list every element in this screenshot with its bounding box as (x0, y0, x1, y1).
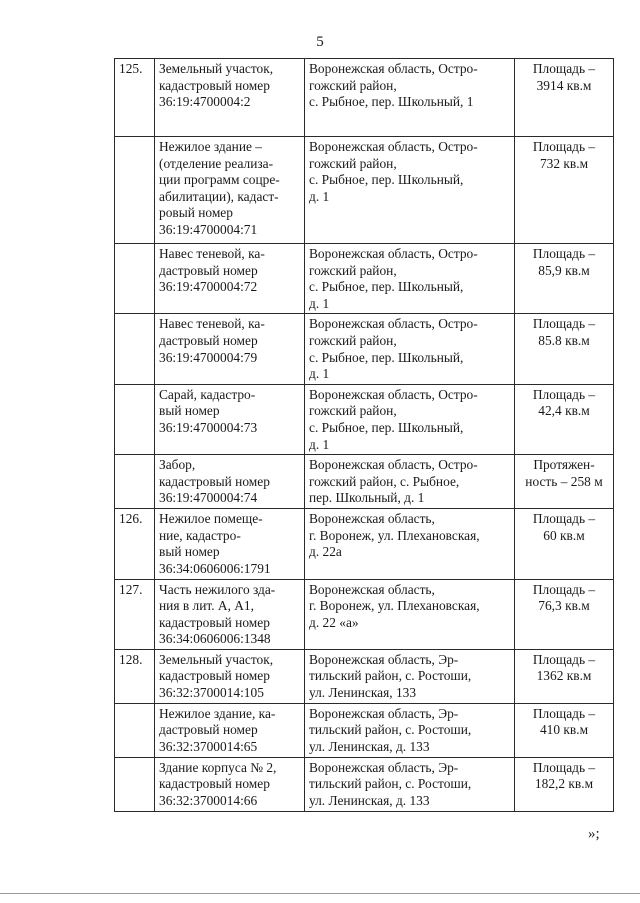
object-area: Площадь – 60 кв.м (515, 509, 614, 579)
table-row (115, 137, 614, 244)
table-row (115, 649, 614, 703)
object-area: Площадь – 410 кв.м (515, 703, 614, 757)
object-address: Воронежская область, Эр- тильский район, с. Ростоши, ул. Ленинская, д. 133 (305, 757, 515, 811)
property-table (114, 58, 614, 812)
object-area: Площадь – 42,4 кв.м (515, 384, 614, 454)
table-row (115, 579, 614, 649)
row-number (115, 757, 155, 811)
table-row (115, 244, 614, 314)
object-address: Воронежская область, Остро- гожский район, с. Рыбное, пер. Школьный, д. 1 (305, 314, 515, 384)
table-row (115, 314, 614, 384)
row-number (115, 244, 155, 314)
table-row (115, 509, 614, 579)
row-number (115, 455, 155, 509)
object-address: Воронежская область, Остро- гожский район, с. Рыбное, пер. Школьный, д. 1 (305, 384, 515, 454)
row-number: 128. (115, 649, 155, 703)
object-address: Воронежская область, г. Воронеж, ул. Плехановская, д. 22 «а» (305, 579, 515, 649)
object-area: Площадь – 85.8 кв.м (515, 314, 614, 384)
object-description: Сарай, кадастро- вый номер 36:19:4700004:73 (155, 384, 305, 454)
row-number (115, 384, 155, 454)
closing-quote-mark: »; (588, 826, 600, 842)
object-description: Здание корпуса № 2, кадастровый номер 36:32:3700014:66 (155, 757, 305, 811)
object-description: Забор, кадастровый номер 36:19:4700004:74 (155, 455, 305, 509)
object-description: Нежилое здание – (отделение реализа- ции программ соцре- абилитации), кадаст- ровый номер 36:19:4700004:71 (155, 137, 305, 244)
row-number: 125. (115, 59, 155, 137)
table-row (115, 757, 614, 811)
object-description: Земельный участок, кадастровый номер 36:32:3700014:105 (155, 649, 305, 703)
object-address: Воронежская область, г. Воронеж, ул. Плехановская, д. 22а (305, 509, 515, 579)
table-row (115, 455, 614, 509)
object-description: Навес теневой, ка- дастровый номер 36:19:4700004:72 (155, 244, 305, 314)
object-description: Часть нежилого зда- ния в лит. А, А1, кадастровый номер 36:34:0606006:1348 (155, 579, 305, 649)
row-number: 126. (115, 509, 155, 579)
object-address: Воронежская область, Остро- гожский район, с. Рыбное, пер. Школьный, д. 1 (305, 137, 515, 244)
table-row (115, 59, 614, 137)
table-row (115, 384, 614, 454)
object-area: Площадь – 3914 кв.м (515, 59, 614, 137)
object-address: Воронежская область, Остро- гожский район, с. Рыбное, пер. Школьный, 1 (305, 59, 515, 137)
table-row (115, 703, 614, 757)
row-number (115, 137, 155, 244)
object-area: Площадь – 732 кв.м (515, 137, 614, 244)
object-address: Воронежская область, Остро- гожский район, с. Рыбное, пер. Школьный, д. 1 (305, 455, 515, 509)
object-address: Воронежская область, Эр- тильский район, с. Ростоши, ул. Ленинская, д. 133 (305, 703, 515, 757)
object-area: Площадь – 1362 кв.м (515, 649, 614, 703)
page-number: 5 (316, 34, 324, 50)
object-area: Площадь – 76,3 кв.м (515, 579, 614, 649)
row-number (115, 314, 155, 384)
object-description: Нежилое помеще- ние, кадастро- вый номер 36:34:0606006:1791 (155, 509, 305, 579)
object-area: Протяжен- ность – 258 м (515, 455, 614, 509)
row-number (115, 703, 155, 757)
page-bottom-rule (0, 893, 640, 894)
object-area: Площадь – 85,9 кв.м (515, 244, 614, 314)
object-area: Площадь – 182,2 кв.м (515, 757, 614, 811)
object-description: Нежилое здание, ка- дастровый номер 36:32:3700014:65 (155, 703, 305, 757)
object-description: Земельный участок, кадастровый номер 36:19:4700004:2 (155, 59, 305, 137)
object-description: Навес теневой, ка- дастровый номер 36:19:4700004:79 (155, 314, 305, 384)
row-number: 127. (115, 579, 155, 649)
object-address: Воронежская область, Эр- тильский район, с. Ростоши, ул. Ленинская, 133 (305, 649, 515, 703)
object-address: Воронежская область, Остро- гожский район, с. Рыбное, пер. Школьный, д. 1 (305, 244, 515, 314)
